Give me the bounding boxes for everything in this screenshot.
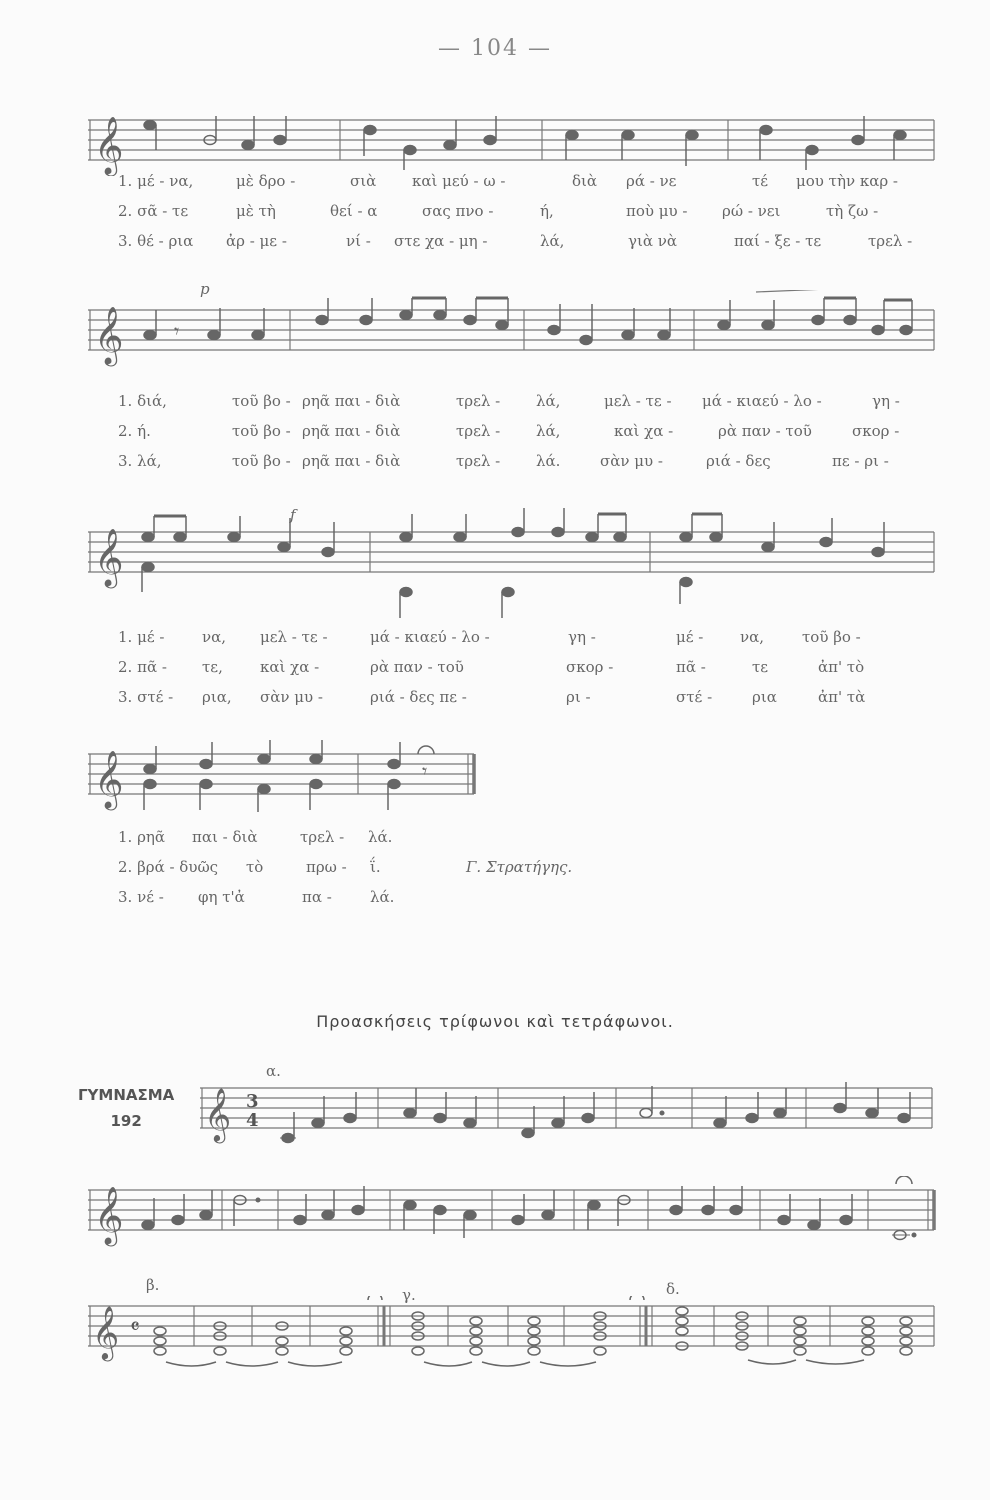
exercise-label bbox=[78, 1082, 174, 1134]
lyric-syllable: ρια bbox=[752, 688, 777, 706]
section-marker-d: δ. bbox=[666, 1280, 680, 1298]
section-marker-c: γ. bbox=[402, 1286, 416, 1304]
lyrics-system-1 bbox=[0, 172, 990, 262]
lyric-syllable: 1. ρηᾶ bbox=[118, 828, 166, 846]
lyric-syllable: στε χα - μη - bbox=[394, 232, 488, 250]
lyric-syllable: ποὺ μυ - bbox=[626, 202, 688, 220]
svg-text:𝄞: 𝄞 bbox=[94, 306, 124, 364]
lyric-syllable: 3. θέ - ρια bbox=[118, 232, 194, 250]
lyric-syllable: παι - διὰ bbox=[192, 828, 258, 846]
lyric-syllable: ρηᾶ παι - διὰ bbox=[302, 452, 401, 470]
lyric-syllable: τοῦ βο - bbox=[232, 392, 291, 410]
lyric-syllable: μά - κιαεύ - λο - bbox=[702, 392, 822, 410]
lyric-syllable: γη - bbox=[568, 628, 596, 646]
svg-text:𝄾: 𝄾 bbox=[422, 759, 428, 783]
time-signature-bottom: 4 bbox=[246, 1110, 259, 1131]
lyric-syllable: μὲ δρο - bbox=[236, 172, 296, 190]
lyric-syllable: τὴ ζω - bbox=[826, 202, 879, 220]
lyric-syllable: ρὰ παν - τοῦ bbox=[718, 422, 812, 440]
staff-system-4 bbox=[88, 740, 488, 820]
lyrics-system-3 bbox=[0, 628, 990, 718]
lyric-syllable: ἀπ' τὰ bbox=[818, 688, 866, 706]
lyric-syllable: ρηᾶ παι - διὰ bbox=[302, 392, 401, 410]
lyric-syllable: τρελ - bbox=[868, 232, 913, 250]
lyric-syllable: ρια, bbox=[202, 688, 232, 706]
dynamic-marking: f bbox=[290, 506, 296, 524]
lyric-syllable: να, bbox=[202, 628, 227, 646]
staff-exercise-a1 bbox=[200, 1078, 936, 1148]
svg-text:𝄴: 𝄴 bbox=[130, 1315, 140, 1340]
lyric-syllable: ἀπ' τὸ bbox=[818, 658, 865, 676]
exercise-label-title: ΓΥΜΝΑΣΜΑ bbox=[78, 1086, 175, 1104]
lyric-syllable: φη τ'ἀ bbox=[198, 888, 245, 906]
lyric-syllable: σὰν μυ - bbox=[600, 452, 663, 470]
lyric-syllable: λά, bbox=[536, 392, 561, 410]
lyric-syllable: 2. ή. bbox=[118, 422, 151, 440]
lyric-syllable: νί - bbox=[346, 232, 371, 250]
lyric-syllable: στέ - bbox=[676, 688, 713, 706]
lyric-syllable: μὲ τὴ bbox=[236, 202, 276, 220]
svg-text:𝄞: 𝄞 bbox=[94, 750, 124, 808]
svg-text:𝄞: 𝄞 bbox=[94, 528, 124, 586]
lyric-syllable: σας πνο - bbox=[422, 202, 494, 220]
lyric-syllable: τοῦ βο - bbox=[802, 628, 861, 646]
lyric-syllable: μου τὴν καρ - bbox=[796, 172, 898, 190]
section-heading: Προασκήσεις τρίφωνοι καὶ τετράφωνοι. bbox=[316, 1012, 674, 1031]
lyric-syllable: 2. βρά - δυῶς bbox=[118, 858, 219, 876]
lyric-syllable: 1. διά, bbox=[118, 392, 167, 410]
lyric-syllable: λά, bbox=[540, 232, 565, 250]
lyric-syllable: τρελ - bbox=[300, 828, 345, 846]
lyric-syllable: ρι - bbox=[566, 688, 591, 706]
lyric-syllable: παί - ξε - τε bbox=[734, 232, 822, 250]
lyric-syllable: σκορ - bbox=[566, 658, 614, 676]
lyric-syllable: ριά - δες bbox=[706, 452, 771, 470]
lyric-syllable: μελ - τε - bbox=[260, 628, 328, 646]
lyric-syllable: θεί - α bbox=[330, 202, 378, 220]
staff-system-2 bbox=[88, 290, 936, 380]
lyric-syllable: 3. νέ - bbox=[118, 888, 164, 906]
section-marker-b: β. bbox=[146, 1276, 160, 1294]
lyric-syllable: καὶ μεύ - ω - bbox=[412, 172, 506, 190]
svg-text:𝄞: 𝄞 bbox=[94, 116, 124, 174]
lyric-syllable: τοῦ βο - bbox=[232, 422, 291, 440]
lyric-syllable: ρηᾶ παι - διὰ bbox=[302, 422, 401, 440]
time-signature-top: 3 bbox=[246, 1091, 259, 1112]
lyric-syllable: μελ - τε - bbox=[604, 392, 672, 410]
lyric-syllable: τε, bbox=[202, 658, 223, 676]
lyric-syllable: τὸ bbox=[246, 858, 264, 876]
svg-text:𝄞: 𝄞 bbox=[94, 1186, 124, 1244]
lyric-syllable: τρελ - bbox=[456, 422, 501, 440]
lyric-syllable: ἀρ - με - bbox=[226, 232, 287, 250]
staff-system-1 bbox=[88, 106, 936, 176]
svg-text:𝄞: 𝄞 bbox=[204, 1087, 232, 1141]
lyric-syllable: καὶ χα - bbox=[614, 422, 674, 440]
lyric-syllable: τε bbox=[752, 658, 769, 676]
lyric-syllable: ρὰ παν - τοῦ bbox=[370, 658, 464, 676]
lyric-syllable: να, bbox=[740, 628, 765, 646]
lyric-syllable: πᾶ - bbox=[676, 658, 706, 676]
lyric-syllable: λά. bbox=[536, 452, 561, 470]
lyric-syllable: καὶ χα - bbox=[260, 658, 320, 676]
lyric-syllable: πρω - bbox=[306, 858, 347, 876]
lyric-syllable: σὰν μυ - bbox=[260, 688, 323, 706]
lyric-syllable: σιὰ bbox=[350, 172, 377, 190]
lyric-syllable: ΐ. bbox=[370, 858, 381, 876]
lyric-syllable: λά. bbox=[370, 888, 395, 906]
lyric-syllable: 3. στέ - bbox=[118, 688, 174, 706]
lyric-syllable: γιὰ νὰ bbox=[628, 232, 677, 250]
lyric-syllable: ή, bbox=[540, 202, 554, 220]
lyric-syllable: ρά - νε bbox=[626, 172, 677, 190]
lyric-syllable: πα - bbox=[302, 888, 332, 906]
lyric-syllable: τοῦ βο - bbox=[232, 452, 291, 470]
page-number: — 104 — bbox=[438, 36, 552, 61]
staff-system-3 bbox=[88, 508, 936, 628]
staff-exercise-a2 bbox=[88, 1176, 936, 1256]
lyrics-system-2 bbox=[0, 392, 990, 482]
lyric-syllable: διὰ bbox=[572, 172, 598, 190]
lyric-syllable: μέ - bbox=[676, 628, 704, 646]
lyric-syllable: ριά - δες πε - bbox=[370, 688, 467, 706]
lyric-syllable: ρώ - νει bbox=[722, 202, 781, 220]
staff-exercise-bcd bbox=[88, 1296, 936, 1376]
composer-signature: Γ. Στρατήγης. bbox=[466, 858, 573, 876]
lyric-syllable: 2. σᾶ - τε bbox=[118, 202, 189, 220]
svg-text:𝄾: 𝄾 bbox=[174, 319, 180, 343]
lyric-syllable: 1. μέ - bbox=[118, 628, 165, 646]
lyric-syllable: τέ bbox=[752, 172, 769, 190]
lyric-syllable: λά, bbox=[536, 422, 561, 440]
lyric-syllable: 2. πᾶ - bbox=[118, 658, 167, 676]
section-marker-a: α. bbox=[266, 1062, 281, 1080]
lyric-syllable: μά - κιαεύ - λο - bbox=[370, 628, 490, 646]
lyric-syllable: τρελ - bbox=[456, 392, 501, 410]
lyric-syllable: λά. bbox=[368, 828, 393, 846]
lyric-syllable: 3. λά, bbox=[118, 452, 162, 470]
lyric-syllable: σκορ - bbox=[852, 422, 900, 440]
svg-text:𝄞: 𝄞 bbox=[92, 1305, 120, 1359]
lyric-syllable: τρελ - bbox=[456, 452, 501, 470]
exercise-number: 192 bbox=[110, 1112, 142, 1130]
lyric-syllable: 1. μέ - να, bbox=[118, 172, 194, 190]
lyric-syllable: πε - ρι - bbox=[832, 452, 889, 470]
lyric-syllable: γη - bbox=[872, 392, 900, 410]
dynamic-marking: p bbox=[200, 280, 210, 298]
